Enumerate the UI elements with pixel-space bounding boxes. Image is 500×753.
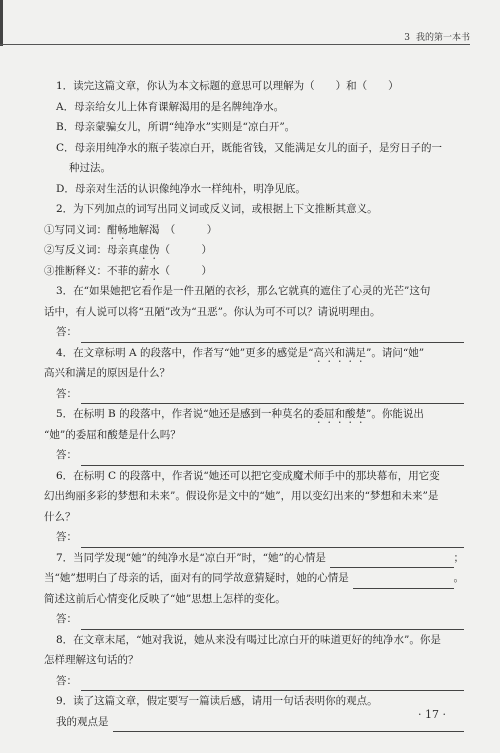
q8-answer — [44, 671, 464, 692]
answer-label: 答： — [56, 387, 77, 400]
q7-line-2 — [44, 568, 464, 589]
q7-period: 。 — [453, 572, 464, 584]
q8-line-1: 8．在文章末尾，“她对我说，她从来没有喝过比凉白开的味道更好的纯净水”。你是 — [56, 633, 441, 646]
q2-item-1-label: ①写同义词： — [44, 223, 107, 236]
answer-label: 答： — [56, 531, 77, 543]
q3-answer-blank[interactable] — [81, 330, 464, 343]
q9-answer — [44, 712, 464, 733]
header-rule — [0, 44, 470, 45]
q7-answer-blank[interactable] — [81, 617, 464, 630]
answer-label: 答： — [56, 449, 77, 461]
q4-emphasis: 高兴和满足 — [313, 346, 367, 359]
q2-item-2-word: 虚伪 — [138, 244, 160, 256]
q4-answer — [44, 384, 464, 405]
q5-line-1 — [44, 404, 464, 425]
answer-label: 答： — [56, 613, 77, 625]
q5-line-2: “她”的委屈和酸楚是什么吗？ — [44, 428, 181, 441]
q5-line-1a: 5．在标明 B 的段落中，作者说“她还是感到一种莫名的 — [56, 408, 314, 420]
q2-stem: 2．为下列加点的词写出同义词或反义词，或根据上下文推断其意义。 — [56, 203, 378, 215]
q7-line-2-text: 当“她”想明白了母亲的话，面对有的同学故意猜疑时，她的心情是 — [44, 572, 349, 584]
q2-item-3-rest: （ ） — [159, 264, 212, 277]
exercise-content — [44, 76, 464, 732]
q8-line-2: 怎样理解这句话的？ — [44, 654, 139, 666]
q2-item-3-word: 薪水 — [138, 264, 160, 277]
q2-item-2 — [44, 240, 464, 261]
answer-label: 答： — [56, 326, 77, 338]
q1-option-d: D．母亲对生活的认识像纯净水一样纯朴，明净见底。 — [56, 182, 306, 195]
q7-semicolon: ； — [453, 551, 464, 564]
q2-item-1-word: 酣畅 — [107, 223, 128, 236]
q3-answer — [44, 322, 464, 343]
answer-label: 答： — [56, 674, 77, 687]
q7-line-1-text: 7．当同学发现“她”的纯净水是“凉白开”时，“她”的心情是 — [56, 551, 326, 564]
q7-blank-2[interactable] — [353, 576, 454, 589]
chapter-title: 我的第一本书 — [415, 33, 470, 43]
q2-item-3-label: ③推断释义：不菲的 — [44, 264, 139, 277]
q1-stem: 1．读完这篇文章，你认为本文标题的意思可以理解为（ ）和（ ） — [56, 80, 399, 92]
q6-answer — [44, 527, 464, 548]
q1-option-c-cont: 种过法。 — [69, 162, 111, 174]
q6-line-1: 6．在标明 C 的段落中，作者说“她还可以把它变成魔术师手中的那块幕布，用它变 — [56, 469, 440, 482]
q9-opinion-label: 我的观点是 — [56, 715, 109, 728]
q7-line-1 — [44, 548, 464, 569]
q4-line-2: 高兴和满足的原因是什么？ — [44, 367, 170, 379]
q2-item-2-label: ②写反义词：母亲真 — [44, 244, 139, 256]
q9-answer-blank[interactable] — [113, 719, 465, 732]
header-bar — [0, 0, 3, 46]
q5-answer-blank[interactable] — [81, 453, 464, 466]
q7-blank-1[interactable] — [330, 555, 454, 568]
q7-answer — [44, 609, 464, 630]
chapter-number: 3 — [404, 33, 410, 43]
q8-answer-blank[interactable] — [81, 678, 464, 691]
q4-line-1b: ”。请问“她” — [366, 346, 425, 359]
q5-line-1b: ”。你能说出 — [365, 408, 424, 420]
q2-item-3 — [44, 261, 464, 282]
q2-item-1 — [44, 220, 464, 241]
page-header — [0, 0, 500, 48]
q2-item-1-rest: 地解渴 （ ） — [128, 223, 218, 236]
q4-line-1 — [44, 343, 464, 364]
chapter-heading — [404, 30, 470, 43]
q1-option-b: B．母亲蒙骗女儿，所谓“纯净水”实则是“凉白开”。 — [56, 121, 296, 133]
q3-line-1: 3．在“如果她把它看作是一件丑陋的衣衫，那么它就真的遮住了心灵的光芒”这句 — [56, 285, 431, 297]
q9-line-1: 9．读了这篇文章，假定要写一篇读后感，请用一句话表明你的观点。 — [56, 695, 378, 707]
q6-answer-blank[interactable] — [81, 535, 464, 548]
q1-option-a: A．母亲给女儿上体育课解渴用的是名牌纯净水。 — [56, 100, 285, 113]
q1-option-c: C．母亲用纯净水的瓶子装凉白开，既能省钱，又能满足女儿的面子，是穷日子的一 — [56, 141, 443, 154]
q2-item-2-rest: （ ） — [159, 244, 212, 256]
q3-line-2: 话中，有人说可以将“丑陋”改为“丑恶”。你认为可不可以？请说明理由。 — [44, 305, 381, 318]
q7-line-3: 简述这前后心情变化反映了“她”思想上怎样的变化。 — [44, 592, 286, 605]
q6-line-3: 什么？ — [44, 510, 76, 523]
q4-answer-blank[interactable] — [81, 391, 464, 404]
q4-line-1a: 4．在文章标明 A 的段落中，作者写“她”更多的感觉是“ — [56, 346, 314, 359]
q5-emphasis: 委屈和酸楚 — [313, 408, 366, 420]
q6-line-2: 幻出绚丽多彩的梦想和未来”。假设你是文中的“她”，用以变幻出来的“梦想和未来”是 — [44, 490, 439, 502]
q5-answer — [44, 445, 464, 466]
page-number: · 17 · — [418, 708, 446, 721]
